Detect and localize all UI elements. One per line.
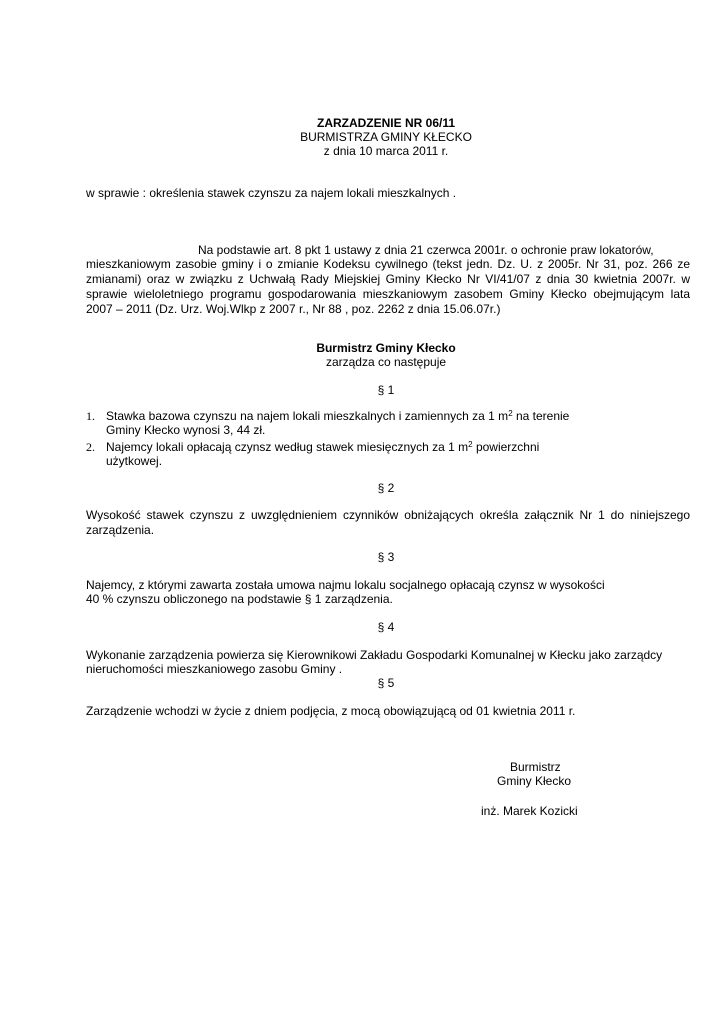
section-2-heading: § 2 <box>377 481 395 495</box>
subject-line: w sprawie : określenia stawek czynszu za najem lokali mieszkalnych . <box>86 186 457 200</box>
section-4-heading: § 4 <box>377 620 395 634</box>
legal-basis-first-line: Na podstawie art. 8 pkt 1 ustawy z dnia 21 czerwca 2001r. o ochronie praw lokatorów, <box>198 243 654 257</box>
signature-office: Gminy Kłecko <box>497 774 572 788</box>
section-4-line-2: nieruchomości mieszkaniowego zasobu Gminy . <box>86 662 343 676</box>
section-3-line-1: Najemcy, z którymi zawarta została umowa najmu lokalu socjalnego opłacają czynsz w wysokości <box>86 578 605 592</box>
signature-name: inż. Marek Kozicki <box>481 804 578 818</box>
list-item-continuation: użytkowej. <box>106 454 163 468</box>
list-item <box>106 440 690 455</box>
list-item-number: 1. <box>86 409 95 423</box>
section-5-text: Zarządzenie wchodzi w życie z dniem podjęcia, z mocą obowiązującą od 01 kwietnia 2011 r. <box>86 704 576 718</box>
section-5-heading: § 5 <box>377 676 395 690</box>
superscript: 2 <box>508 409 513 418</box>
superscript: 2 <box>468 440 473 449</box>
list-item <box>106 409 690 424</box>
issuer-line: BURMISTRZA GMINY KŁECKO <box>300 130 472 144</box>
list-item-text-tail: na terenie <box>512 409 570 423</box>
list-item-text: Stawka bazowa czynszu na najem lokali mieszkalnych i zamiennych za 1 m <box>106 409 509 423</box>
section-2-text: Wysokość stawek czynszu z uwzględnieniem czynników obniżających określa załącznik Nr 1 do niniejszego zarządzenia. <box>86 508 690 537</box>
section-3-line-2: 40 % czynszu obliczonego na podstawie § 1 zarządzenia. <box>86 592 393 606</box>
decree-orders: zarządza co następuje <box>325 355 447 369</box>
section-1-heading: § 1 <box>377 383 395 397</box>
list-item-number: 2. <box>86 440 95 454</box>
section-4-line-1: Wykonanie zarządzenia powierza się Kierownikowi Zakładu Gospodarki Komunalnej w Kłecku jako zarządcy <box>86 648 663 662</box>
signature-role: Burmistrz <box>510 760 561 774</box>
legal-basis-text: mieszkaniowym zasobie gminy i o zmianie Kodeksu cywilnego (tekst jedn. Dz. U. z 2005r. Nr 31, poz. 266 ze zmianami) oraz w związku z Uchwałą Rady Miejskiej Gminy Kłecko Nr VI/41/07 z dnia 30 kwietnia 2007r. w sprawie wieloletniego programu gospodarowania mieszkaniowym zasobem Gminy Kłecko obejmującym lata 2007 – 2011 (Dz. Urz. Woj.Wlkp z 2007 r., Nr 88 , poz. 2262 z dnia 15.06.07r.) <box>86 257 690 316</box>
list-item-continuation: Gminy Kłecko wynosi 3, 44 zł. <box>106 423 266 437</box>
document-title: ZARZADZENIE NR 06/11 <box>316 116 456 130</box>
date-line: z dnia 10 marca 2011 r. <box>323 144 449 158</box>
decree-authority: Burmistrz Gminy Kłecko <box>316 341 456 355</box>
section-3-heading: § 3 <box>377 550 395 564</box>
list-item-text-tail: powierzchni <box>472 440 540 454</box>
list-item-text: Najemcy lokali opłacają czynsz według stawek miesięcznych za 1 m <box>106 440 469 454</box>
